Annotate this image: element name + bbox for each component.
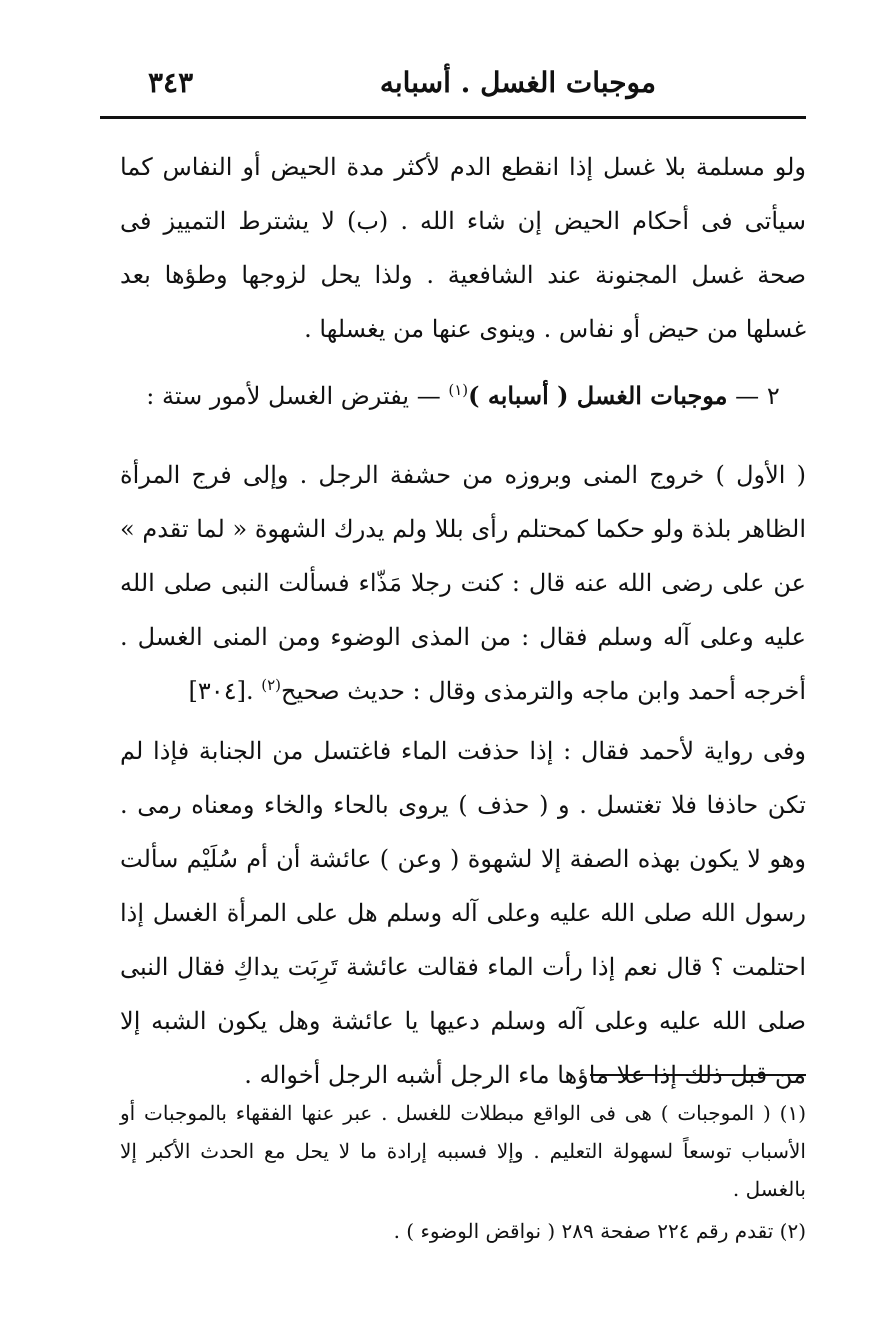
section-title: موجبات الغسل ( أسبابه ) — [468, 381, 728, 410]
page-number: ٣٤٣ — [148, 66, 194, 99]
footnote-rule — [590, 1074, 806, 1076]
page-header — [100, 62, 806, 106]
running-title: موجبات الغسل . أسبابه — [379, 66, 656, 99]
hadith-number: .[٣٠٤] — [188, 677, 262, 705]
footnote-1: (١) ( الموجبات ) هى فى الواقع مبطلات للغسل . عبر عنها الفقهاء بالموجبات أو الأسباب توسعاً لسهولة التعليم . وإلا فسببه إرادة ما لا يحل مع الحدث الأكبر إلا بالغسل . — [120, 1101, 806, 1201]
paragraph-ahmad-narration: وفى رواية لأحمد فقال : إذا حذفت الماء فاغتسل من الجنابة فإذا لم تكن حاذفا فلا تغتسل . و ( حذف ) يروى بالحاء والخاء ومعناه رمى . وهو لا يكون بهذه الصفة إلا لشهوة ( وعن ) عائشة أن أم سُلَيْم سألت رسول الله صلى الله عليه وعلى آله وسلم هل على المرأة الغسل إذا احتلمت ؟ قال نعم إذا رأت الماء فقالت عائشة تَرِبَت يداكِ فقال النبى صلى الله عليه وعلى آله وسلم دعيها يا عائشة وهل يكون الشبه إلا من قبل ذلك إذا علا ماؤها ماء الرجل أشبه الرجل أخواله . — [120, 737, 806, 1089]
paragraph-continuation: ولو مسلمة بلا غسل إذا انقطع الدم لأكثر مدة الحيض أو النفاس كما سيأتى فى أحكام الحيض إن شاء الله . (ب) لا يشترط التمييز فى صحة غسل المجنونة عند الشافعية . ولذا يحل لزوجها وطؤها بعد غسلها من حيض أو نفاس . وينوى عنها من يغسلها . — [120, 153, 806, 343]
footnote-ref-1: (١) — [448, 381, 469, 399]
section-heading — [120, 376, 806, 416]
paragraph-first-cause — [120, 448, 806, 718]
paragraph-first-cause-text: ( الأول ) خروج المنى وبروزه من حشفة الرجل . وإلى فرج المرأة الظاهر بلذة ولو حكما كمحتلم رأى بللا ولم يدرك الشهوة « لما تقدم » عن على رضى الله عنه قال : كنت رجلا مَذّاء فسألت النبى صلى الله عليه وعلى آله وسلم فقال : من المذى الوضوء ومن المنى الغسل . أخرجه أحمد وابن ماجه والترمذى وقال : حديث صحيح — [120, 461, 806, 705]
header-rule — [100, 116, 806, 119]
section-intro: — يفترض الغسل لأمور ستة : — [146, 382, 449, 410]
footnote-2: (٢) تقدم رقم ٢٢٤ صفحة ٢٨٩ ( نواقض الوضوء ) . — [393, 1219, 806, 1243]
section-number: ٢ — — [727, 382, 780, 410]
footnotes — [120, 1094, 806, 1254]
footnote-ref-2: (٢) — [261, 676, 281, 694]
